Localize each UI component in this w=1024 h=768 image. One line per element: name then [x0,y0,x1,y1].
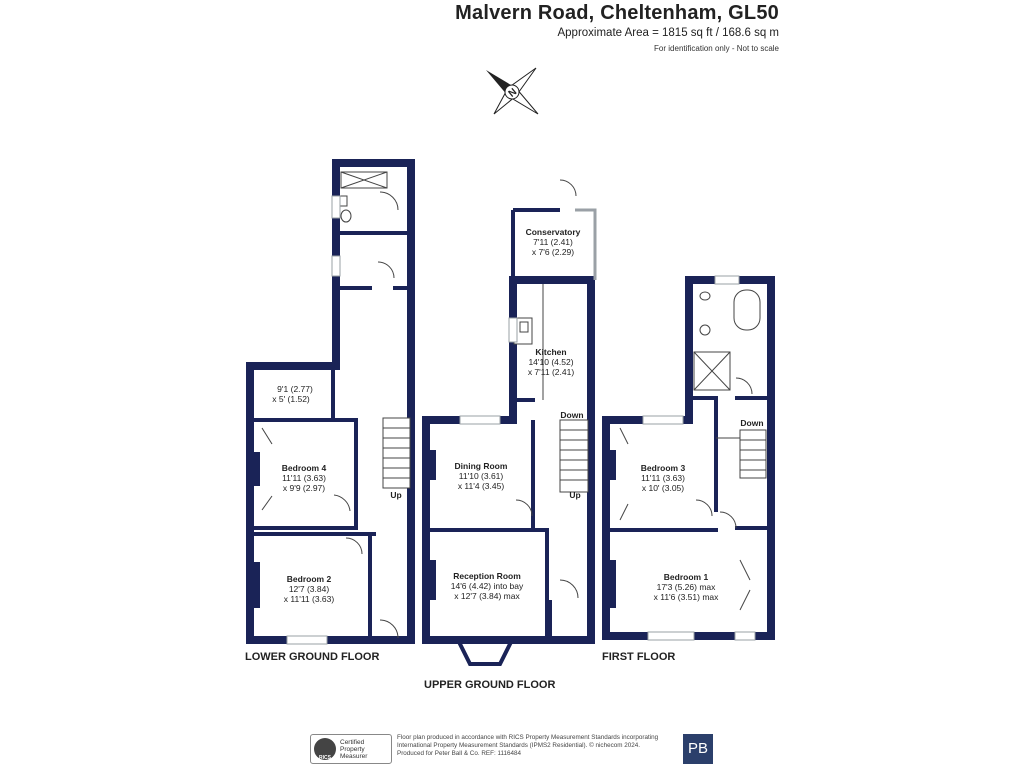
compass-icon [486,68,538,114]
approximate-area: Approximate Area = 1815 sq ft / 168.6 sq m [557,27,779,39]
conservatory-dim-1: 7'11 (2.41) [533,237,573,247]
bedroom2-name: Bedroom 2 [286,574,332,584]
first-floor-label: FIRST FLOOR [602,651,676,663]
lower-stairs-up: Up [390,490,402,500]
bedroom2-dim-1: 12'7 (3.84) [288,584,330,594]
reception-dim-1: 14'6 (4.42) into bay [450,581,524,591]
bedroom4-dim-1: 11'11 (3.63) [282,473,326,483]
upper-stairs-up: Up [569,490,581,500]
dining-dim-2: x 11'4 (3.45) [457,481,505,491]
bedroom4-dim-2: x 9'9 (2.97) [282,483,326,493]
conservatory-dim-2: x 7'6 (2.29) [531,247,575,257]
bedroom1-name: Bedroom 1 [663,572,709,582]
bedroom1-dim-2: x 11'6 (3.51) max [653,592,719,602]
bedroom4-name: Bedroom 4 [281,463,327,473]
kitchen-dim-2: x 7'11 (2.41) [527,367,575,377]
reception-name: Reception Room [453,571,521,581]
conservatory-name: Conservatory [525,227,581,237]
kitchen-name: Kitchen [535,347,567,357]
reception-dim-2: x 12'7 (3.84) max [454,591,520,601]
kitchen-dim-1: 14'10 (4.52) [528,357,574,367]
rics-text: Certified Property Measurer [340,738,368,760]
scale-note: For identification only - Not to scale [654,44,779,53]
bedroom2-dim-2: x 11'11 (3.63) [283,594,335,604]
dining-name: Dining Room [454,461,508,471]
store-dim-2: x 5' (1.52) [272,394,310,404]
brand-logo: PB [683,734,713,764]
bedroom3-dim-2: x 10' (3.05) [641,483,685,493]
bedroom1-dim-1: 17'3 (5.26) max [656,582,716,592]
lower-ground-floor-fixtures [250,172,410,638]
rics-logo-icon: RICS [314,738,336,760]
lower-ground-floor-label: LOWER GROUND FLOOR [245,651,380,663]
bedroom3-name: Bedroom 3 [640,463,686,473]
bedroom3-dim-1: 11'11 (3.63) [641,473,685,483]
rics-badge [310,734,392,764]
first-stairs-down: Down [740,418,764,428]
compass-label: N [506,86,520,100]
store-dim-1: 9'1 (2.77) [277,384,313,394]
upper-stairs-down: Down [560,410,584,420]
page-title: Malvern Road, Cheltenham, GL50 [455,2,779,24]
dining-dim-1: 11'10 (3.61) [458,471,504,481]
footer-disclaimer: Floor plan produced in accordance with RICS Property Measurement Standards incorporating International Property Measurement Standards (IPMS2 Residential). © nichecom 2024. Produced for Peter Ball & Co. REF: 1116484 [397,734,659,757]
footer [310,734,715,764]
upper-ground-floor-label: UPPER GROUND FLOOR [424,679,556,691]
